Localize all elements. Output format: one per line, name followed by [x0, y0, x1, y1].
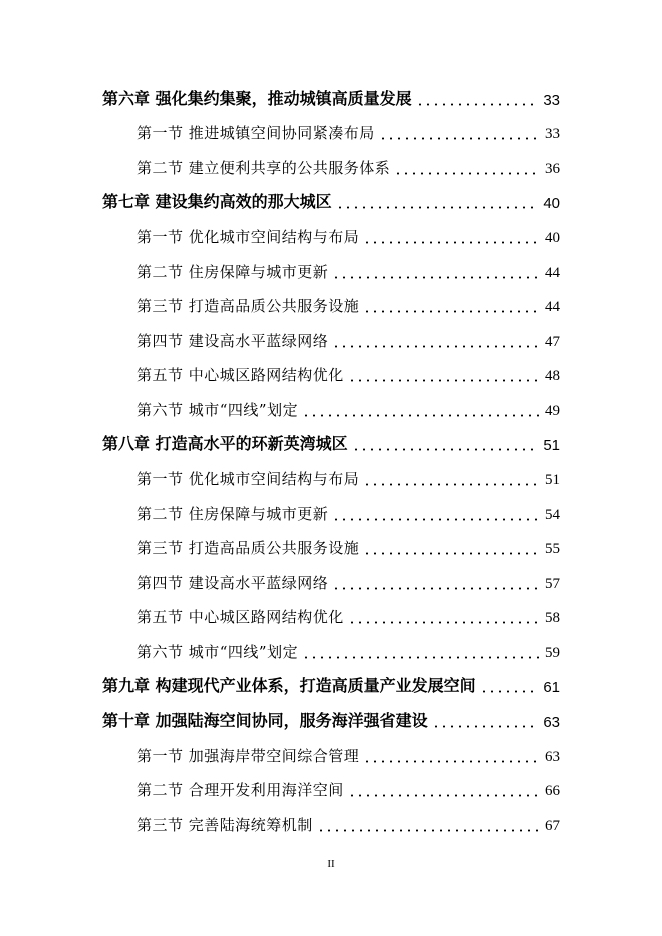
toc-label: 第六节 城市“四线”划定: [137, 643, 299, 661]
dot-leader: [332, 507, 541, 521]
toc-entry-section[interactable]: [137, 810, 560, 836]
toc-page-number: 44: [545, 265, 560, 281]
toc-entry-section[interactable]: [137, 637, 560, 663]
toc-entry-chapter[interactable]: [102, 706, 560, 732]
dot-leader: [332, 576, 541, 590]
toc-entry-section[interactable]: [137, 568, 560, 594]
toc-page-number: 61: [543, 679, 560, 696]
toc-entry-chapter[interactable]: [102, 671, 560, 697]
dot-leader: [332, 265, 541, 279]
toc-entry-section[interactable]: [137, 291, 560, 317]
toc-label: 第九章 构建现代产业体系，打造高质量产业发展空间: [102, 676, 476, 695]
toc-page-number: 58: [545, 610, 560, 626]
toc-page-number: 33: [543, 92, 560, 109]
dot-leader: [363, 749, 541, 763]
toc-label: 第六章 强化集约集聚，推动城镇高质量发展: [102, 89, 412, 108]
toc-page-number: 36: [545, 161, 560, 177]
toc-entry-chapter[interactable]: [102, 187, 560, 213]
toc-label: 第二节 住房保障与城市更新: [137, 263, 329, 281]
toc-page-number: 40: [543, 195, 560, 212]
toc-entry-section[interactable]: [137, 257, 560, 283]
dot-leader: [432, 714, 540, 728]
toc-label: 第四节 建设高水平蓝绿网络: [137, 574, 329, 592]
toc-label: 第五节 中心城区路网结构优化: [137, 366, 344, 384]
toc-entry-section[interactable]: [137, 326, 560, 352]
dot-leader: [348, 368, 541, 382]
toc-page-number: 59: [545, 645, 560, 661]
page-number-footer: II: [327, 858, 335, 870]
toc-page-number: 63: [545, 749, 560, 765]
dot-leader: [336, 195, 540, 209]
toc-label: 第三节 完善陆海统筹机制: [137, 816, 313, 834]
toc-label: 第二节 合理开发利用海洋空间: [137, 781, 344, 799]
toc-page-number: 44: [545, 299, 560, 315]
dot-leader: [363, 472, 541, 486]
toc-page-number: 57: [545, 576, 560, 592]
toc-entry-section[interactable]: [137, 360, 560, 386]
toc-entry-section[interactable]: [137, 499, 560, 525]
toc-label: 第五节 中心城区路网结构优化: [137, 608, 344, 626]
dot-leader: [348, 610, 541, 624]
dot-leader: [302, 403, 541, 417]
dot-leader: [394, 161, 541, 175]
toc-page-number: 49: [545, 403, 560, 419]
dot-leader: [416, 92, 540, 106]
toc-page-number: 66: [545, 783, 560, 799]
toc-label: 第一节 推进城镇空间协同紧凑布局: [137, 124, 375, 142]
toc-entry-section[interactable]: [137, 395, 560, 421]
toc-label: 第六节 城市“四线”划定: [137, 401, 299, 419]
toc-label: 第二节 住房保障与城市更新: [137, 505, 329, 523]
toc-entry-section[interactable]: [137, 533, 560, 559]
toc-label: 第一节 加强海岸带空间综合管理: [137, 747, 360, 765]
toc-label: 第三节 打造高品质公共服务设施: [137, 539, 360, 557]
dot-leader: [363, 541, 541, 555]
dot-leader: [352, 437, 540, 451]
toc-entry-chapter[interactable]: [102, 429, 560, 455]
dot-leader: [348, 783, 541, 797]
toc-label: 第十章 加强陆海空间协同，服务海洋强省建设: [102, 711, 428, 730]
toc-page-number: 33: [545, 126, 560, 142]
toc-label: 第四节 建设高水平蓝绿网络: [137, 332, 329, 350]
toc-page-number: 54: [545, 507, 560, 523]
toc-entry-chapter[interactable]: [102, 84, 560, 110]
dot-leader: [379, 126, 541, 140]
dot-leader: [302, 645, 541, 659]
toc-entry-section[interactable]: [137, 153, 560, 179]
toc-entry-section[interactable]: [137, 118, 560, 144]
toc-label: 第一节 优化城市空间结构与布局: [137, 228, 360, 246]
dot-leader: [317, 818, 541, 832]
dot-leader: [363, 230, 541, 244]
toc-page-number: 63: [543, 714, 560, 731]
toc-page-number: 51: [545, 472, 560, 488]
dot-leader: [363, 299, 541, 313]
toc-label: 第八章 打造高水平的环新英湾城区: [102, 434, 348, 453]
toc-page-number: 48: [545, 368, 560, 384]
toc-entry-section[interactable]: [137, 775, 560, 801]
toc-label: 第二节 建立便利共享的公共服务体系: [137, 159, 391, 177]
toc-entry-section[interactable]: [137, 602, 560, 628]
toc-page-number: 47: [545, 334, 560, 350]
toc-label: 第三节 打造高品质公共服务设施: [137, 297, 360, 315]
toc-page-number: 40: [545, 230, 560, 246]
toc-page-number: 67: [545, 818, 560, 834]
toc-page-number: 51: [543, 437, 560, 454]
toc-entry-section[interactable]: [137, 741, 560, 767]
toc-entry-section[interactable]: [137, 464, 560, 490]
dot-leader: [480, 679, 540, 693]
toc-entry-section[interactable]: [137, 222, 560, 248]
toc-label: 第一节 优化城市空间结构与布局: [137, 470, 360, 488]
toc-label: 第七章 建设集约高效的那大城区: [102, 192, 332, 211]
dot-leader: [332, 334, 541, 348]
toc-page-number: 55: [545, 541, 560, 557]
